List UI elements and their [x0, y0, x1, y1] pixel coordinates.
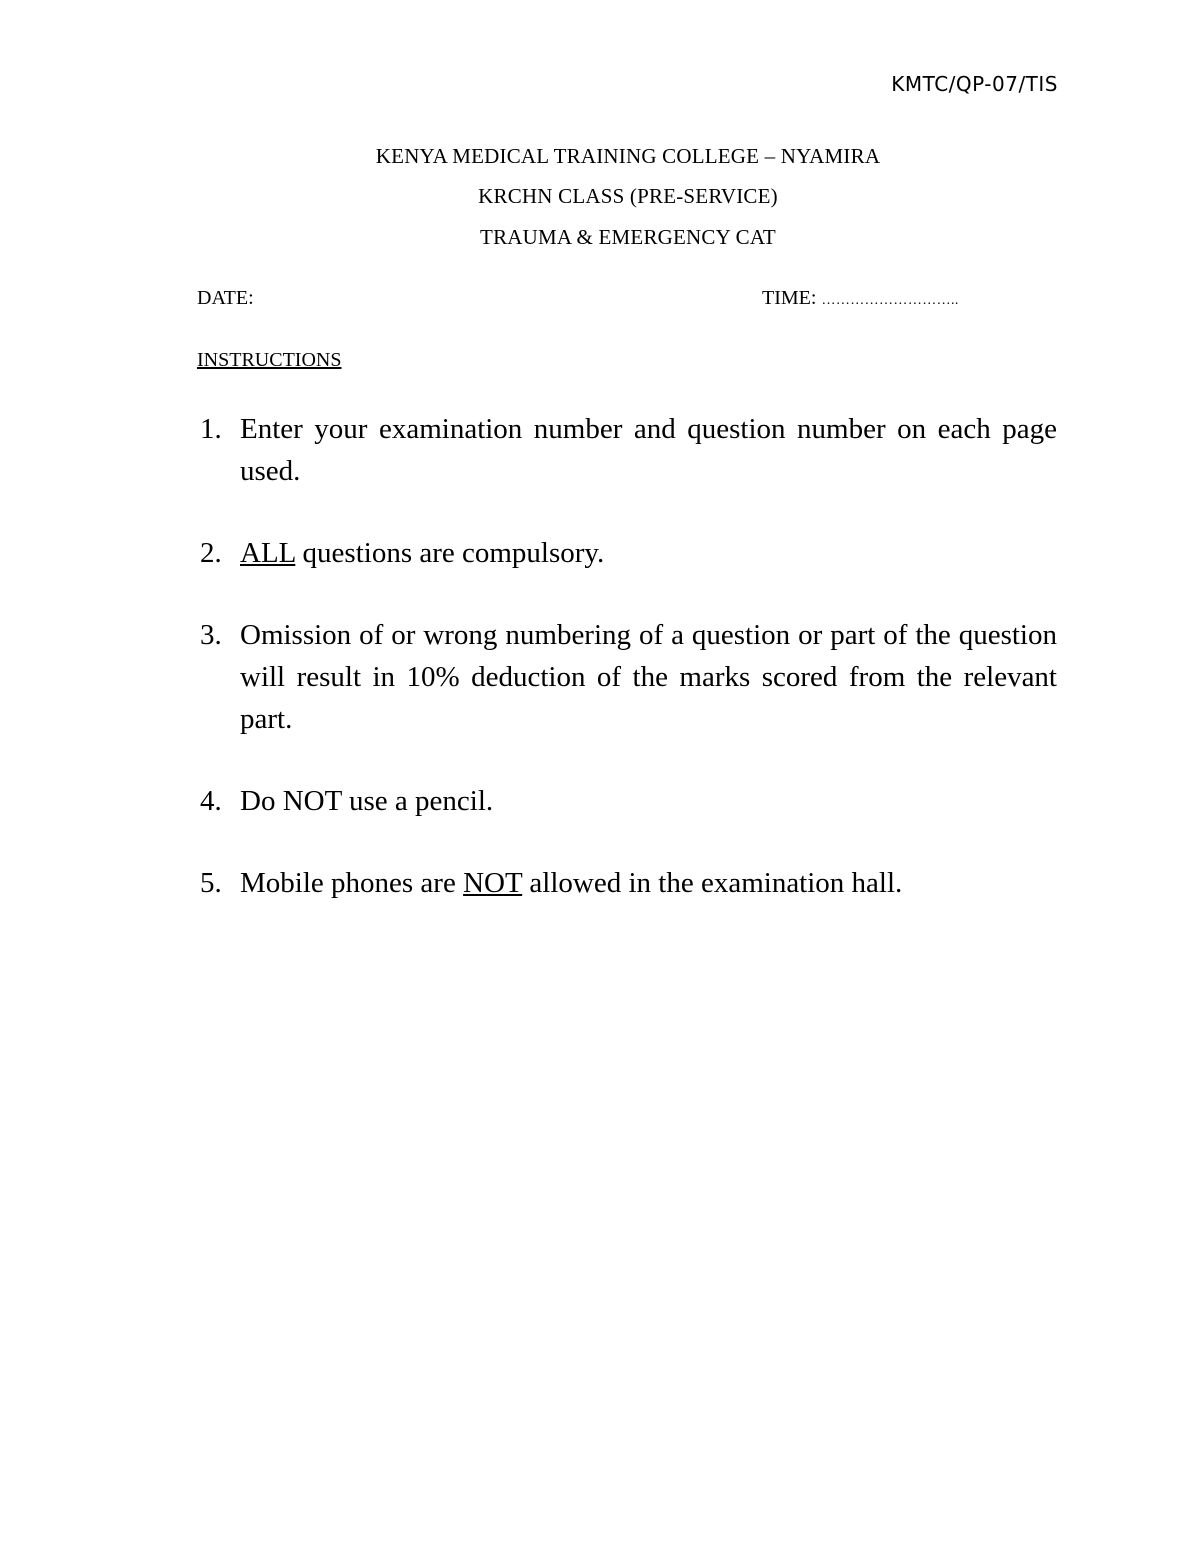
- time-label: TIME:: [762, 287, 817, 309]
- item-text: Omission of or wrong numbering of a question or part of the question will result in 10% deduction of the marks scored from the relevant part.: [240, 619, 1057, 735]
- item-number: 4.: [200, 785, 222, 817]
- document-code: KMTC/QP-07/TIS: [891, 72, 1058, 96]
- item-emphasis: ALL: [240, 537, 296, 569]
- instruction-list: [200, 408, 1057, 944]
- instruction-item-1: [200, 408, 1057, 492]
- item-text-rest: questions are compulsory.: [295, 537, 605, 569]
- instructions-heading: INSTRUCTIONS: [197, 349, 342, 371]
- item-text-after: allowed in the examination hall.: [522, 867, 903, 899]
- item-text: Do NOT use a pencil.: [240, 785, 494, 817]
- item-text-before: Mobile phones are: [240, 867, 464, 899]
- class-title: KRCHN CLASS (PRE-SERVICE): [478, 184, 778, 208]
- instruction-item-4: [200, 780, 1057, 822]
- item-number: 5.: [200, 867, 222, 899]
- date-label: DATE:: [197, 287, 254, 309]
- item-emphasis: NOT: [463, 867, 523, 899]
- item-text: [240, 862, 1057, 904]
- item-number: 3.: [200, 619, 222, 651]
- item-number: 2.: [200, 537, 222, 569]
- institution-title: KENYA MEDICAL TRAINING COLLEGE – NYAMIRA: [375, 144, 881, 168]
- time-blank: ………………………..: [821, 293, 959, 308]
- item-text: Enter your examination number and question number on each page used.: [240, 413, 1057, 487]
- instruction-item-5: [200, 862, 1057, 904]
- instruction-item-2: [200, 532, 1057, 574]
- item-text: [240, 532, 1057, 574]
- item-number: 1.: [200, 413, 222, 445]
- time-field: [762, 287, 959, 310]
- instruction-item-3: [200, 614, 1057, 740]
- exam-title: TRAUMA & EMERGENCY CAT: [480, 225, 776, 249]
